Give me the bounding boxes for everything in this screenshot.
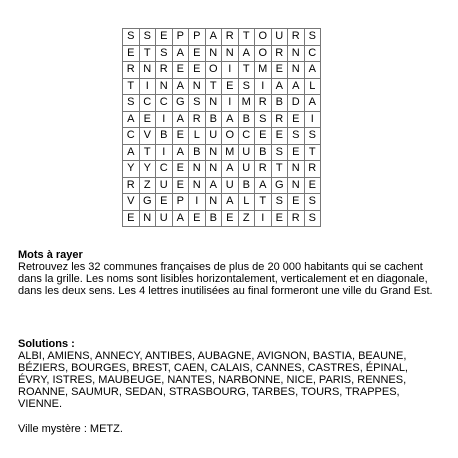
grid-cell[interactable]: R bbox=[288, 210, 305, 227]
grid-cell[interactable]: S bbox=[304, 194, 321, 211]
grid-row bbox=[123, 210, 321, 227]
grid-cell[interactable]: E bbox=[271, 128, 288, 145]
grid-cell[interactable]: S bbox=[189, 95, 206, 112]
grid-cell[interactable]: I bbox=[255, 78, 272, 95]
rules-line: dans la grille. Les noms sont lisibles horizontalement, verticalement et en diagonale, bbox=[18, 273, 428, 285]
solutions-title: Solutions : bbox=[18, 338, 75, 350]
grid-cell[interactable]: T bbox=[139, 45, 156, 62]
grid-cell[interactable]: E bbox=[172, 128, 189, 145]
grid-cell[interactable]: N bbox=[139, 62, 156, 79]
grid-cell[interactable]: A bbox=[172, 45, 189, 62]
grid-cell[interactable]: I bbox=[156, 144, 173, 161]
grid-cell[interactable]: O bbox=[255, 45, 272, 62]
grid-cell[interactable]: N bbox=[156, 78, 173, 95]
grid-cell[interactable]: L bbox=[238, 194, 255, 211]
grid-cell[interactable]: S bbox=[139, 29, 156, 46]
grid-cell[interactable]: A bbox=[222, 161, 239, 178]
grid-cell[interactable]: B bbox=[238, 111, 255, 128]
grid-cell[interactable]: L bbox=[304, 78, 321, 95]
grid-cell[interactable]: A bbox=[222, 194, 239, 211]
grid-cell[interactable]: I bbox=[156, 111, 173, 128]
grid-cell[interactable]: Z bbox=[139, 177, 156, 194]
grid-cell[interactable]: E bbox=[189, 62, 206, 79]
grid-cell[interactable]: E bbox=[189, 210, 206, 227]
grid-cell[interactable]: T bbox=[139, 144, 156, 161]
grid-cell[interactable]: R bbox=[255, 161, 272, 178]
grid-cell[interactable]: U bbox=[271, 29, 288, 46]
grid-cell[interactable]: U bbox=[238, 161, 255, 178]
grid-cell[interactable]: P bbox=[172, 29, 189, 46]
grid-cell[interactable]: N bbox=[205, 95, 222, 112]
grid-cell[interactable]: D bbox=[288, 95, 305, 112]
grid-cell[interactable]: B bbox=[238, 177, 255, 194]
grid-cell[interactable]: C bbox=[304, 45, 321, 62]
grid-cell[interactable]: A bbox=[123, 111, 140, 128]
grid-cell[interactable]: E bbox=[156, 194, 173, 211]
grid-cell[interactable]: N bbox=[205, 161, 222, 178]
grid-cell[interactable]: E bbox=[123, 210, 140, 227]
grid-cell[interactable]: I bbox=[189, 194, 206, 211]
grid-cell[interactable]: E bbox=[222, 78, 239, 95]
grid-row bbox=[123, 111, 321, 128]
grid-cell[interactable]: N bbox=[288, 161, 305, 178]
grid-cell[interactable]: A bbox=[172, 210, 189, 227]
grid-cell[interactable]: E bbox=[189, 45, 206, 62]
grid-cell[interactable]: S bbox=[271, 144, 288, 161]
grid-cell[interactable]: P bbox=[172, 194, 189, 211]
grid-cell[interactable]: N bbox=[189, 161, 206, 178]
grid-cell[interactable]: A bbox=[123, 144, 140, 161]
solutions-section bbox=[18, 338, 448, 410]
grid-row bbox=[123, 177, 321, 194]
grid-cell[interactable]: S bbox=[123, 29, 140, 46]
grid-cell[interactable]: A bbox=[205, 177, 222, 194]
solutions-line: ALBI, AMIENS, ANNECY, ANTIBES, AUBAGNE, AVIGNON, BASTIA, BEAUNE, bbox=[18, 350, 407, 362]
grid-cell[interactable]: B bbox=[255, 144, 272, 161]
grid-cell[interactable]: I bbox=[304, 111, 321, 128]
grid-cell[interactable]: G bbox=[139, 194, 156, 211]
grid-cell[interactable]: U bbox=[238, 144, 255, 161]
grid-cell[interactable]: C bbox=[238, 128, 255, 145]
grid-row bbox=[123, 29, 321, 46]
grid-cell[interactable]: N bbox=[189, 78, 206, 95]
grid-cell[interactable]: C bbox=[123, 128, 140, 145]
grid-cell[interactable]: C bbox=[139, 95, 156, 112]
grid-row bbox=[123, 128, 321, 145]
grid-cell[interactable]: B bbox=[156, 128, 173, 145]
grid-cell[interactable]: A bbox=[288, 78, 305, 95]
grid-cell[interactable]: A bbox=[271, 78, 288, 95]
grid-cell[interactable]: R bbox=[222, 29, 239, 46]
grid-row bbox=[123, 144, 321, 161]
grid-cell[interactable]: I bbox=[222, 95, 239, 112]
grid-row bbox=[123, 78, 321, 95]
grid-cell[interactable]: N bbox=[205, 194, 222, 211]
grid-cell[interactable]: R bbox=[123, 177, 140, 194]
grid-cell[interactable]: R bbox=[271, 45, 288, 62]
grid-cell[interactable]: U bbox=[205, 128, 222, 145]
grid-cell[interactable]: R bbox=[156, 62, 173, 79]
grid-cell[interactable]: E bbox=[304, 177, 321, 194]
grid-cell[interactable]: Z bbox=[238, 210, 255, 227]
grid-cell[interactable]: I bbox=[255, 210, 272, 227]
grid-cell[interactable]: P bbox=[189, 29, 206, 46]
grid-cell[interactable]: T bbox=[123, 78, 140, 95]
grid-cell[interactable]: L bbox=[189, 128, 206, 145]
grid-cell[interactable]: O bbox=[205, 62, 222, 79]
grid-row bbox=[123, 95, 321, 112]
solutions-line: VIENNE. bbox=[18, 398, 63, 410]
grid-cell[interactable]: A bbox=[172, 111, 189, 128]
grid-cell[interactable]: N bbox=[189, 177, 206, 194]
grid-cell[interactable]: A bbox=[172, 78, 189, 95]
grid-cell[interactable]: V bbox=[123, 194, 140, 211]
grid-cell[interactable]: M bbox=[238, 95, 255, 112]
grid-cell[interactable]: S bbox=[304, 210, 321, 227]
grid-cell[interactable]: U bbox=[222, 177, 239, 194]
grid-cell[interactable]: S bbox=[288, 128, 305, 145]
grid-cell[interactable]: S bbox=[255, 111, 272, 128]
mystery-city: Ville mystère : METZ. bbox=[18, 423, 123, 435]
grid-cell[interactable]: N bbox=[205, 45, 222, 62]
grid-cell[interactable]: R bbox=[271, 111, 288, 128]
grid-cell[interactable]: E bbox=[172, 62, 189, 79]
grid-cell[interactable]: A bbox=[205, 29, 222, 46]
grid-cell[interactable]: S bbox=[271, 194, 288, 211]
grid-cell[interactable]: E bbox=[255, 128, 272, 145]
grid-cell[interactable]: T bbox=[205, 78, 222, 95]
grid-cell[interactable]: S bbox=[238, 78, 255, 95]
grid-cell[interactable]: T bbox=[238, 62, 255, 79]
grid-cell[interactable]: R bbox=[189, 111, 206, 128]
grid-cell[interactable]: O bbox=[222, 128, 239, 145]
grid-cell[interactable]: E bbox=[222, 210, 239, 227]
grid-cell[interactable]: B bbox=[189, 144, 206, 161]
grid-cell[interactable]: A bbox=[238, 45, 255, 62]
rules-line: dans les deux sens. Les 4 lettres inutilisées au final formeront une ville du Grand Est. bbox=[18, 285, 433, 297]
grid-cell[interactable]: A bbox=[304, 62, 321, 79]
grid-cell[interactable]: E bbox=[172, 161, 189, 178]
grid-cell[interactable]: E bbox=[288, 144, 305, 161]
grid-cell[interactable]: R bbox=[255, 95, 272, 112]
grid-cell[interactable]: T bbox=[238, 29, 255, 46]
grid-cell[interactable]: I bbox=[139, 78, 156, 95]
grid-cell[interactable]: B bbox=[271, 95, 288, 112]
rules-line: Retrouvez les 32 communes françaises de plus de 20 000 habitants qui se cachent bbox=[18, 261, 423, 273]
grid-cell[interactable]: O bbox=[255, 29, 272, 46]
grid-cell[interactable]: A bbox=[255, 177, 272, 194]
grid-cell[interactable]: E bbox=[288, 111, 305, 128]
grid-cell[interactable]: C bbox=[156, 161, 173, 178]
solutions-line: ROANNE, SAUMUR, SEDAN, STRASBOURG, TARBES, TOURS, TRAPPES, bbox=[18, 386, 400, 398]
grid-cell[interactable]: U bbox=[156, 210, 173, 227]
grid-cell[interactable]: B bbox=[205, 210, 222, 227]
grid-cell[interactable]: T bbox=[255, 194, 272, 211]
grid-cell[interactable]: I bbox=[222, 62, 239, 79]
solutions-line: ÉVRY, ISTRES, MAUBEUGE, NANTES, NARBONNE, NICE, PARIS, RENNES, bbox=[18, 374, 407, 386]
grid-cell[interactable]: T bbox=[304, 144, 321, 161]
grid-cell[interactable]: R bbox=[123, 62, 140, 79]
grid-cell[interactable]: Y bbox=[139, 161, 156, 178]
grid-row bbox=[123, 161, 321, 178]
grid-cell[interactable]: G bbox=[271, 177, 288, 194]
grid-cell[interactable]: G bbox=[172, 95, 189, 112]
grid-cell[interactable]: A bbox=[222, 111, 239, 128]
grid-cell[interactable]: S bbox=[304, 128, 321, 145]
grid-cell[interactable]: N bbox=[288, 62, 305, 79]
grid-cell[interactable]: A bbox=[172, 144, 189, 161]
grid-cell[interactable]: E bbox=[139, 111, 156, 128]
word-search-grid bbox=[122, 28, 321, 227]
grid-cell[interactable]: C bbox=[156, 95, 173, 112]
grid-cell[interactable]: S bbox=[123, 95, 140, 112]
grid-cell[interactable]: R bbox=[304, 161, 321, 178]
grid-cell[interactable]: U bbox=[156, 177, 173, 194]
grid-cell[interactable]: T bbox=[271, 161, 288, 178]
rules-title: Mots à rayer bbox=[18, 249, 83, 261]
grid-row bbox=[123, 194, 321, 211]
grid-row bbox=[123, 62, 321, 79]
grid-cell[interactable]: E bbox=[271, 62, 288, 79]
grid-cell[interactable]: N bbox=[139, 210, 156, 227]
grid-cell[interactable]: S bbox=[156, 45, 173, 62]
grid-cell[interactable]: N bbox=[288, 45, 305, 62]
grid-cell[interactable]: E bbox=[172, 177, 189, 194]
grid-cell[interactable]: N bbox=[205, 144, 222, 161]
grid-cell[interactable]: E bbox=[123, 45, 140, 62]
rules-section bbox=[18, 249, 448, 297]
grid-cell[interactable]: E bbox=[288, 194, 305, 211]
grid-cell[interactable]: M bbox=[255, 62, 272, 79]
grid-cell[interactable]: V bbox=[139, 128, 156, 145]
grid-cell[interactable]: A bbox=[304, 95, 321, 112]
grid-row bbox=[123, 45, 321, 62]
grid-cell[interactable]: E bbox=[156, 29, 173, 46]
grid-cell[interactable]: S bbox=[304, 29, 321, 46]
grid-cell[interactable]: Y bbox=[123, 161, 140, 178]
solutions-line: BÉZIERS, BOURGES, BREST, CAEN, CALAIS, CANNES, CASTRES, ÉPINAL, bbox=[18, 362, 408, 374]
grid-cell[interactable]: N bbox=[222, 45, 239, 62]
grid-cell[interactable]: R bbox=[288, 29, 305, 46]
grid-cell[interactable]: M bbox=[222, 144, 239, 161]
grid-cell[interactable]: B bbox=[205, 111, 222, 128]
grid-cell[interactable]: E bbox=[271, 210, 288, 227]
grid-cell[interactable]: N bbox=[288, 177, 305, 194]
